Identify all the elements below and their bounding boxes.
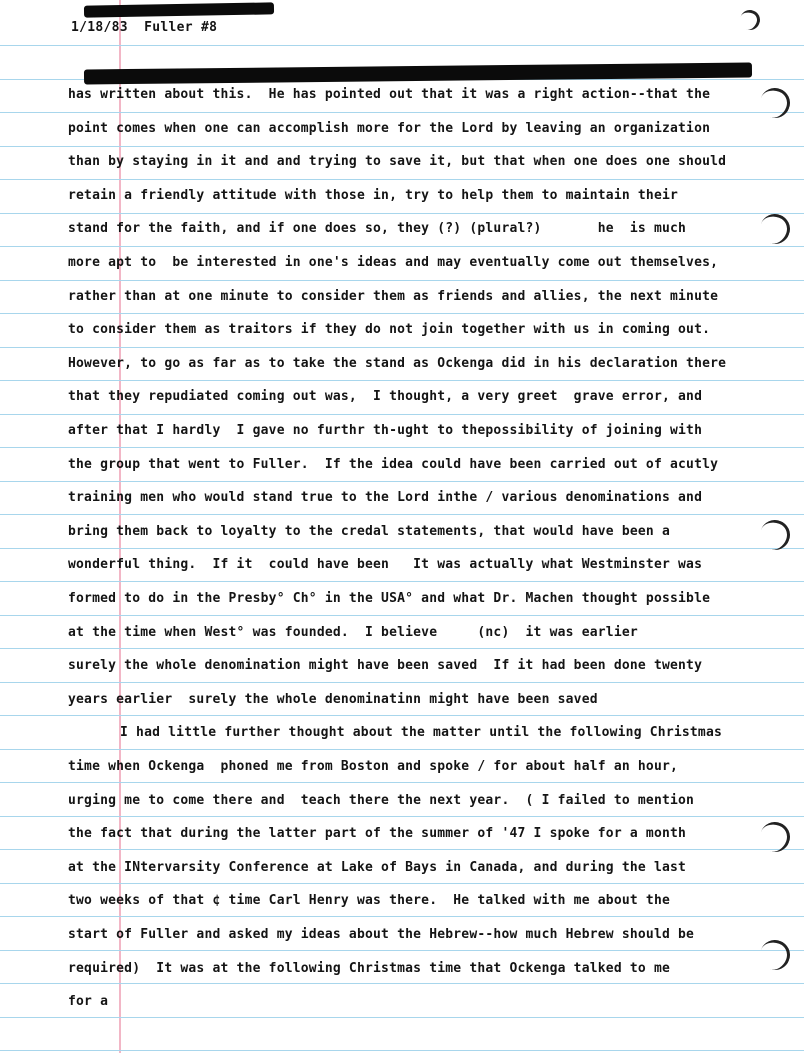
text-line: has written about this. He has pointed out that it was a right action--that the (68, 87, 711, 102)
text-line: urging me to come there and teach there the next year. ( I failed to mention (68, 793, 695, 808)
text-line: more apt to be interested in one's ideas and may eventually come out themselves, (68, 255, 719, 270)
ruled-line (0, 213, 804, 214)
ruled-line (0, 447, 804, 448)
text-line: years earlier surely the whole denominatinn might have been saved (68, 692, 598, 707)
ruled-line (0, 615, 804, 616)
ruled-line (0, 347, 804, 348)
redaction-bar (84, 63, 752, 85)
text-line: However, to go as far as to take the stand as Ockenga did in his declaration there (68, 356, 727, 371)
page-header: 1/18/83 Fuller #8 (71, 20, 218, 35)
text-line: at the time when West° was founded. I believe (nc) it was earlier (68, 625, 638, 640)
binder-hole (737, 7, 763, 33)
ruled-line (0, 246, 804, 247)
ruled-line (0, 715, 804, 716)
ruled-line (0, 682, 804, 683)
text-line: stand for the faith, and if one does so, they (?) (plural?) he is much (68, 221, 687, 236)
ruled-line (0, 581, 804, 582)
ruled-line (0, 916, 804, 917)
ruled-line (0, 548, 804, 549)
ruled-line (0, 983, 804, 984)
ruled-line (0, 380, 804, 381)
ruled-line (0, 414, 804, 415)
ruled-line (0, 749, 804, 750)
text-line: point comes when one can accomplish more for the Lord by leaving an organization (68, 121, 711, 136)
ruled-line (0, 1050, 804, 1051)
text-line: rather than at one minute to consider them as friends and allies, the next minute (68, 289, 719, 304)
text-line: retain a friendly attitude with those in, try to help them to maintain their (68, 188, 679, 203)
ruled-line (0, 179, 804, 180)
ruled-line (0, 883, 804, 884)
text-line: the group that went to Fuller. If the idea could have been carried out of acutly (68, 457, 719, 472)
text-line: to consider them as traitors if they do not join together with us in coming out. (68, 322, 711, 337)
text-line: than by staying in it and and trying to save it, but that when one does one should (68, 154, 727, 169)
text-line: at the INtervarsity Conference at Lake of Bays in Canada, and during the last (68, 860, 687, 875)
text-line: start of Fuller and asked my ideas about the Hebrew--how much Hebrew should be (68, 927, 695, 942)
ruled-line (0, 648, 804, 649)
ruled-line (0, 816, 804, 817)
text-line: two weeks of that ¢ time Carl Henry was there. He talked with me about the (68, 893, 670, 908)
text-line: wonderful thing. If it could have been It was actually what Westminster was (68, 557, 703, 572)
ruled-line (0, 849, 804, 850)
text-line: for a (68, 994, 109, 1009)
text-line: required) It was at the following Christmas time that Ockenga talked to me (68, 961, 670, 976)
ruled-line (0, 313, 804, 314)
ruled-line (0, 1017, 804, 1018)
text-line: time when Ockenga phoned me from Boston and spoke / for about half an hour, (68, 759, 679, 774)
ruled-line (0, 280, 804, 281)
ruled-line (0, 45, 804, 46)
text-line: training men who would stand true to the Lord inthe / various denominations and (68, 490, 703, 505)
text-line: the fact that during the latter part of the summer of '47 I spoke for a month (68, 826, 687, 841)
ruled-line (0, 950, 804, 951)
ruled-line (0, 112, 804, 113)
ruled-line (0, 782, 804, 783)
text-line: bring them back to loyalty to the credal statements, that would have been a (68, 524, 670, 539)
ruled-line (0, 481, 804, 482)
ruled-line (0, 514, 804, 515)
ruled-line (0, 146, 804, 147)
redaction-bar (84, 2, 274, 17)
text-line: I had little further thought about the matter until the following Christmas (120, 725, 722, 740)
text-line: that they repudiated coming out was, I thought, a very greet grave error, and (68, 389, 703, 404)
text-line: after that I hardly I gave no furthr th-ught to thepossibility of joining with (68, 423, 703, 438)
text-line: surely the whole denomination might have been saved If it had been done twenty (68, 658, 703, 673)
text-line: formed to do in the Presby° Ch° in the USA° and what Dr. Machen thought possible (68, 591, 711, 606)
